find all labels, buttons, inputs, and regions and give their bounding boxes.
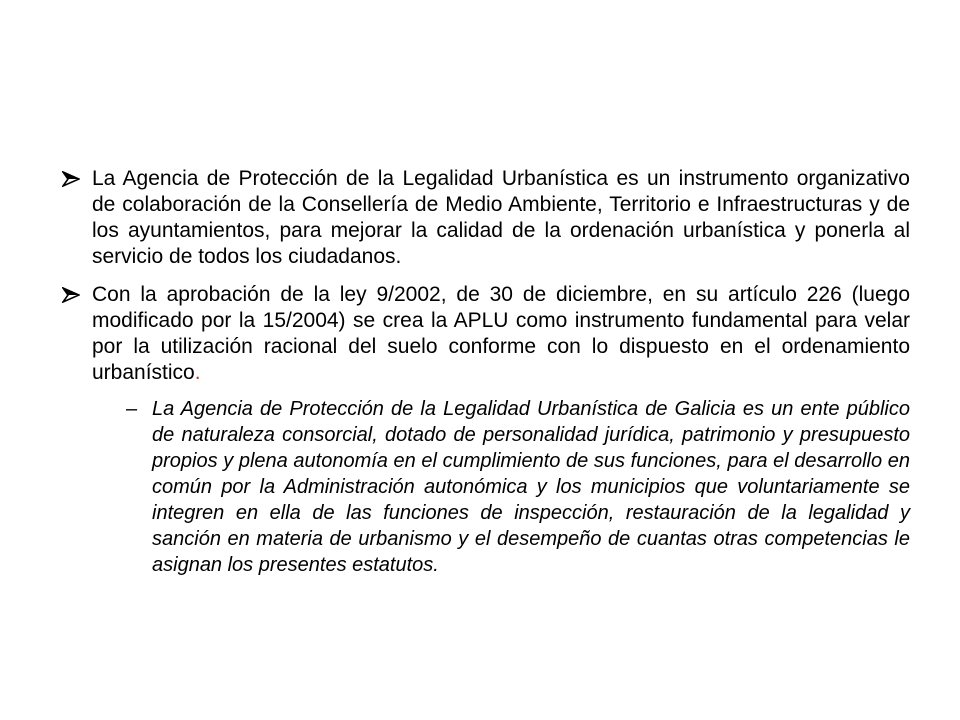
sub-bullet-text: La Agencia de Protección de la Legalidad Urbanística de Galicia es un ente público de naturaleza consorcial, dotado de personalidad jurídica, patrimonio y presupuesto propios y plena autonomía en el cumplimiento de sus funciones, para el desarrollo en común por la Administración autonómica y los municipios que voluntariamente se integren en ella de las funciones de inspección, restauración de la legalidad y sanción en materia de urbanismo y el desempeño de cuantas otras competencias le asignan los presentes estatutos.: [152, 398, 910, 576]
dash-marker: –: [126, 398, 138, 420]
slide-content: [58, 166, 910, 578]
bullet-text: [92, 282, 910, 386]
bullet-item-1: [58, 166, 910, 270]
bullet-item-2: [58, 282, 910, 386]
bullet-text-body: Con la aprobación de la ley 9/2002, de 30 de diciembre, en su artículo 226 (luego modificado por la 15/2004) se crea la APLU como instrumento fundamental para velar por la utilización racional del suelo conforme con lo dispuesto en el ordenamiento urbanístico: [92, 283, 910, 384]
arrowhead-bullet-icon: [58, 282, 92, 303]
arrowhead-bullet-icon: [58, 166, 92, 187]
bullet-text: La Agencia de Protección de la Legalidad Urbanística es un instrumento organizativo de colaboración de la Consellería de Medio Ambiente, Territorio e Infraestructuras y de los ayuntamientos, para mejorar la calidad de la ordenación urbanística y ponerla al servicio de todos los ciudadanos.: [92, 167, 910, 268]
accent-period: .: [194, 361, 201, 384]
sub-bullet-item: [126, 396, 910, 578]
